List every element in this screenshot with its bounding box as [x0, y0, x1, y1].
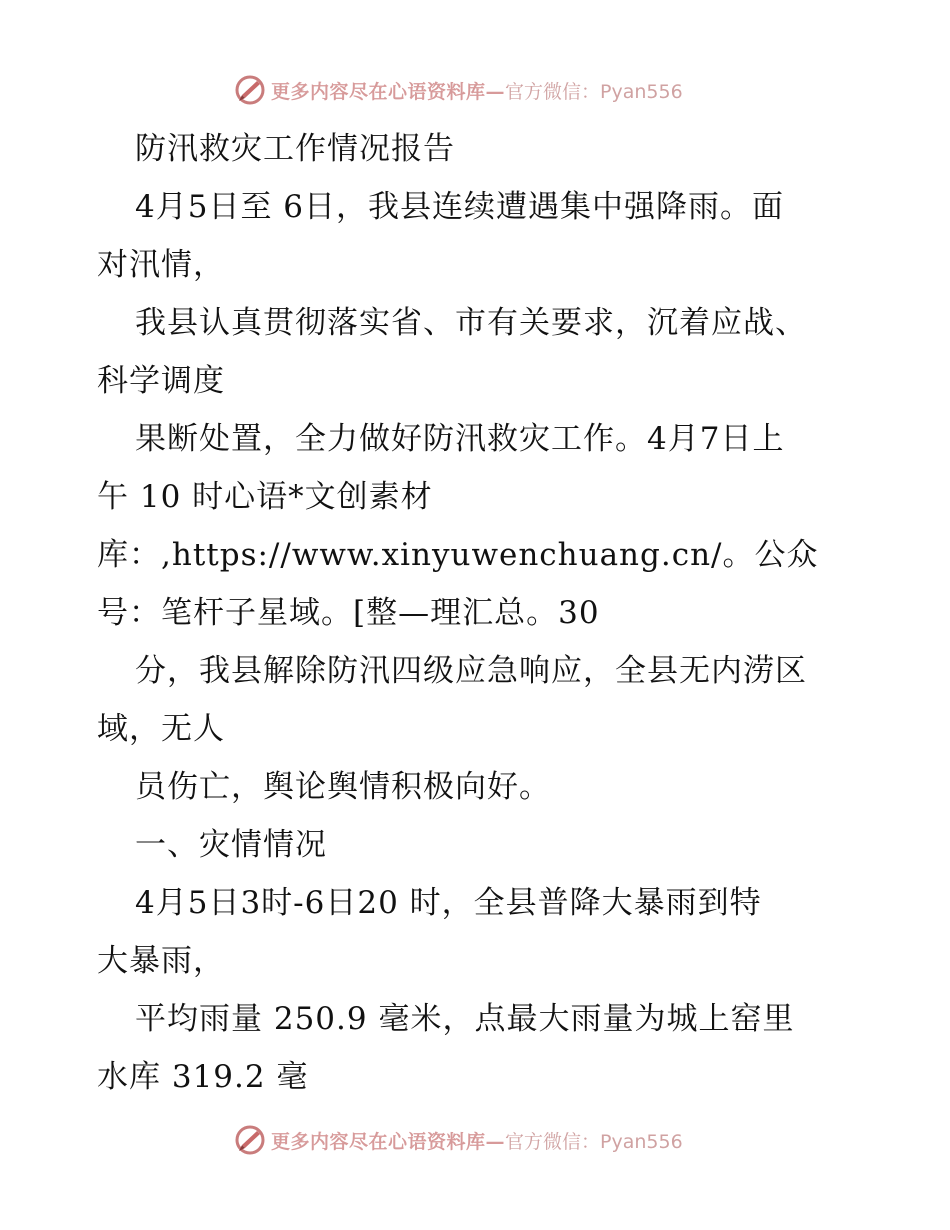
banner-text: 更多内容尽在心语资料库— [271, 80, 506, 103]
paragraph-line: 果断处置，全力做好防汛救灾工作。4月7日上 [135, 421, 785, 457]
paragraph-line: 员伤亡，舆论舆情积极向好。 [135, 769, 551, 805]
banner-text: 更多内容尽在心语资料库— [271, 1130, 506, 1153]
paragraph-line: 分，我县解除防汛四级应急响应，全县无内涝区 [135, 653, 807, 689]
document-body [97, 120, 857, 1106]
logo-icon [233, 73, 267, 107]
header-banner [233, 72, 713, 108]
banner-wechat: 官方微信：Pyan556 [505, 1130, 683, 1153]
logo-icon [233, 1123, 267, 1157]
paragraph-line: 4月5日3时-6日20 时，全县普降大暴雨到特 [135, 885, 762, 921]
paragraph-line: 平均雨量 250.9 毫米，点最大雨量为城上窑里 [135, 1001, 795, 1037]
paragraph-line: 我县认真贯彻落实省、市有关要求，沉着应战、 [135, 305, 807, 341]
footer-banner [233, 1122, 713, 1158]
paragraph-line: 域，无人 [97, 711, 225, 747]
paragraph-line: 4月5日至 6日，我县连续遭遇集中强降雨。面 [135, 189, 785, 225]
paragraph-line: 大暴雨， [97, 943, 225, 979]
paragraph-line: 对汛情， [97, 247, 225, 283]
paragraph-line: 水库 319.2 毫 [97, 1059, 309, 1095]
paragraph-line: 号：笔杆子星域。[整—理汇总。30 [97, 595, 600, 631]
paragraph-line: 午 10 时心语*文创素材 [97, 479, 433, 515]
document-title: 防汛救灾工作情况报告 [135, 131, 455, 167]
paragraph-line: 科学调度 [97, 363, 225, 399]
banner-wechat: 官方微信：Pyan556 [505, 80, 683, 103]
section-heading: 一、灾情情况 [135, 827, 327, 863]
paragraph-line: 库：,https://www.xinyuwenchuang.cn/。公众 [97, 537, 819, 573]
